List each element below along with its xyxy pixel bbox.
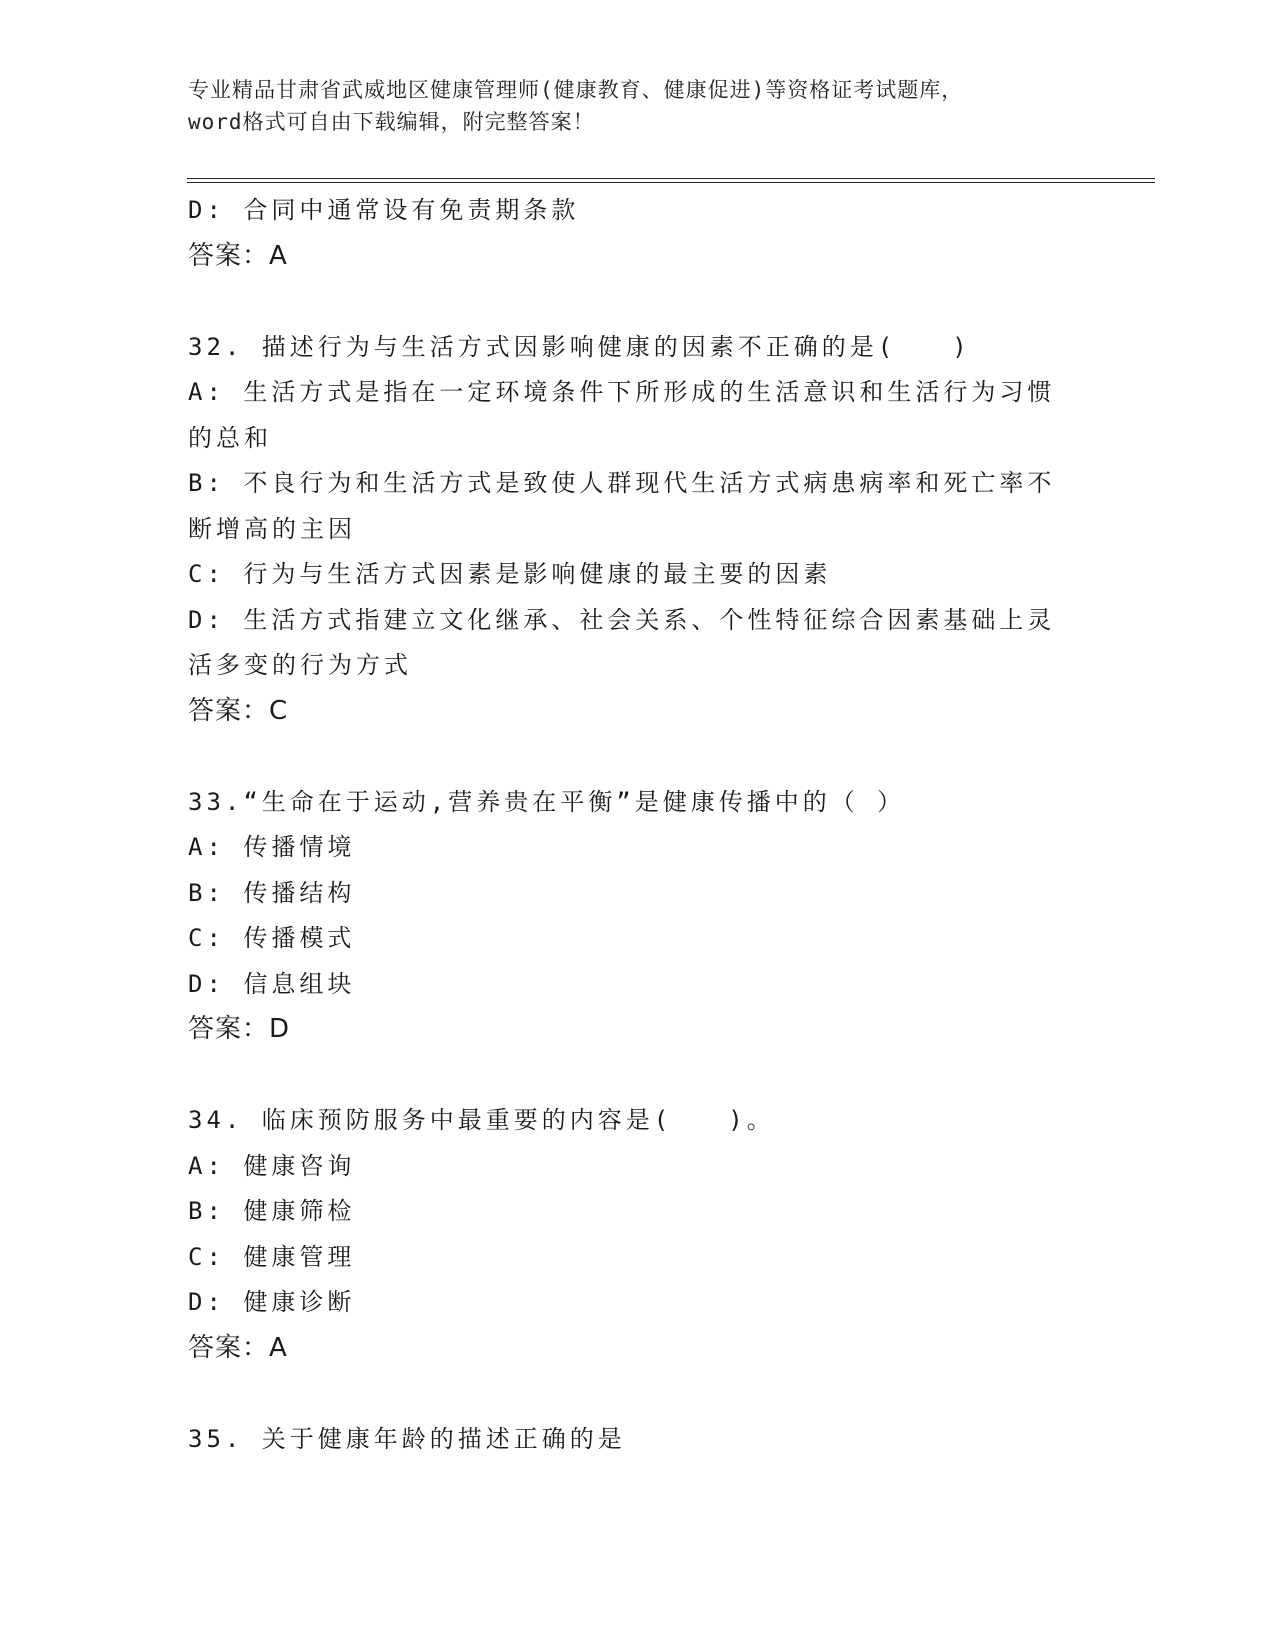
- option-c: C: 健康管理: [188, 1242, 356, 1271]
- option-d: D: 合同中通常设有免责期条款: [188, 196, 580, 224]
- option-b: B: 不良行为和生活方式是致使人群现代生活方式病患病率和死亡率不: [188, 469, 1056, 497]
- option-d: D: 生活方式指建立文化继承、社会关系、个性特征综合因素基础上灵: [188, 605, 1056, 634]
- option-a: A: 传播情境: [188, 833, 356, 861]
- question-35: [188, 1417, 1088, 1463]
- answer: 答案：C: [188, 695, 289, 726]
- header-line-1: 专业精品甘肃省武威地区健康管理师(健康教育、健康促进)等资格证考试题库，: [188, 78, 964, 102]
- document-body: [188, 188, 1088, 1462]
- option-d-continued: 活多变的行为方式: [188, 651, 412, 679]
- question-32: [188, 325, 1088, 735]
- option-b-continued: 断增高的主因: [188, 514, 356, 543]
- answer: 答案：A: [188, 1332, 288, 1363]
- question-stem: 34. 临床预防服务中最重要的内容是( )。: [188, 1106, 775, 1134]
- spacer: [188, 734, 1088, 780]
- question-stem: 35. 关于健康年龄的描述正确的是: [188, 1424, 626, 1453]
- question-33: [188, 780, 1088, 1053]
- option-c: C: 传播模式: [188, 924, 356, 952]
- option-d: D: 信息组块: [188, 969, 356, 998]
- option-b: B: 传播结构: [188, 878, 356, 907]
- header-line-2: word格式可自由下载编辑，附完整答案！: [188, 110, 595, 134]
- page-header: [188, 74, 1088, 138]
- option-a-continued: 的总和: [188, 423, 272, 452]
- question-34: [188, 1098, 1088, 1371]
- header-divider: [187, 178, 1155, 183]
- option-a: A: 生活方式是指在一定环境条件下所形成的生活意识和生活行为习惯: [188, 378, 1056, 406]
- question-stem: 32. 描述行为与生活方式因影响健康的因素不正确的是( ): [188, 332, 971, 361]
- spacer: [188, 1371, 1088, 1417]
- option-a: A: 健康咨询: [188, 1151, 356, 1180]
- option-b: B: 健康筛检: [188, 1197, 356, 1225]
- spacer: [188, 279, 1088, 325]
- answer: 答案：A: [188, 240, 288, 271]
- answer: 答案：D: [188, 1014, 291, 1044]
- option-c: C: 行为与生活方式因素是影响健康的最主要的因素: [188, 560, 832, 588]
- question-31-tail: [188, 188, 1088, 279]
- option-d: D: 健康诊断: [188, 1288, 356, 1316]
- spacer: [188, 1053, 1088, 1099]
- question-stem: 33.“生命在于运动,营养贵在平衡”是健康传播中的（ ）: [188, 787, 906, 816]
